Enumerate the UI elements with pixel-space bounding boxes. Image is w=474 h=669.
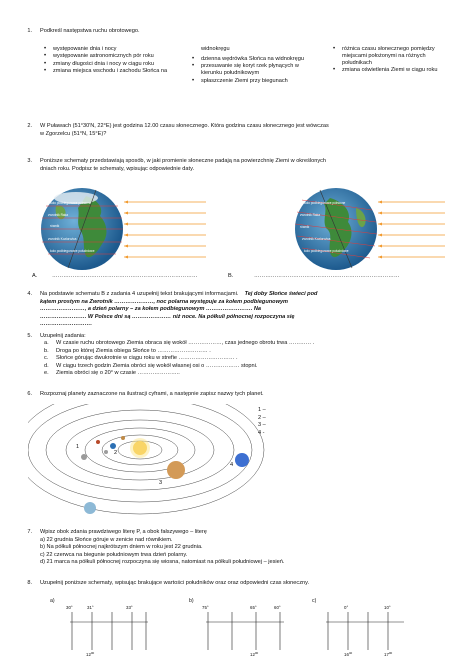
- q1-option[interactable]: • różnica czasu słonecznego pomiędzy miejscami położonymi na różnych południkach: [333, 46, 448, 67]
- schema-a-time: [86, 651, 95, 657]
- solar-system-diagram: [28, 404, 278, 522]
- q1-option[interactable]: • zmiany długości dnia i nocy w ciągu roku: [44, 61, 169, 68]
- schema-a-lines: [70, 612, 148, 650]
- planet: [121, 436, 125, 440]
- schema-a-meridian: 33°: [126, 605, 133, 610]
- q5-item-text[interactable]: W ciągu trzech godzin Ziemia obróci się wokół własnej osi o ……………… stopni.: [56, 362, 258, 369]
- schema-c-time-minutes: 40: [348, 651, 353, 655]
- schema-c-time-hours: 16: [344, 652, 349, 657]
- q5-item: [44, 340, 444, 348]
- schema-b-time-hours: 12: [250, 652, 255, 657]
- q1-column-3: [333, 46, 448, 75]
- q1-column-2: [192, 56, 312, 85]
- q8-number: 8.: [27, 580, 32, 586]
- q4-line: kątem prostym na Zwrotnik …………………, noc polarna występuje za kołem podbiegunowym: [40, 298, 289, 305]
- q1-continuation: widnokręgu: [201, 46, 230, 52]
- ray-arrowheads: [378, 201, 382, 259]
- globe-a-label: równik: [50, 224, 60, 228]
- q6-answers: [258, 407, 266, 437]
- globe-b-label: zwrotnik Koziorożca: [302, 237, 331, 241]
- schema-a-time-hours: 12: [86, 652, 91, 657]
- schema-b-meridian: 65°: [250, 605, 257, 610]
- q7-line: Wpisz obok zdania prawdziwego literę P, a obok fałszywego – literę: [40, 529, 207, 535]
- orbits: [28, 404, 264, 514]
- q1-option[interactable]: • występowanie astronomicznych pór roku: [44, 53, 169, 60]
- schema-b-time: [250, 651, 259, 657]
- q7-statement[interactable]: c) 22 czerwca na biegunie południowym trwa dzień polarny.: [40, 551, 188, 558]
- schema-a-label: a): [50, 598, 55, 604]
- schema-a-meridian: 31°: [87, 605, 94, 610]
- q5-item-text[interactable]: Droga po której Ziemia obiega Słońce to ……………………… .: [56, 347, 211, 354]
- q3-line: dniach roku. Podpisz te schematy, wpisując odpowiednie daty.: [40, 165, 195, 172]
- q5-item-text[interactable]: Ziemia obróci się o 20° w czasie …………………..: [56, 370, 180, 377]
- q4-emphasis: Tej doby Słońce świeci pod: [244, 291, 318, 297]
- q4-intro: Na podstawie schematu B z zadania 4 uzupełnij tekst brakującymi informacjami.: [40, 291, 239, 297]
- q5-item-letter: d.: [44, 362, 49, 369]
- schema-b-label: b): [189, 598, 194, 604]
- q5-item: [44, 355, 444, 363]
- globe-a-label: koło podbiegunowe północne: [50, 201, 92, 205]
- q5-item: [44, 363, 444, 371]
- q7-text: [40, 529, 460, 567]
- q6-answer[interactable]: 2 –: [258, 414, 266, 421]
- globe-diagram-b: [240, 186, 450, 272]
- q6-answer[interactable]: 3 –: [258, 422, 266, 429]
- schema-c-meridian: 10°: [384, 605, 391, 610]
- schema-b-meridian: 75°: [202, 605, 209, 610]
- q1-option[interactable]: • zmiana oświetlenia Ziemi w ciągu roku: [333, 67, 448, 74]
- q2-line: w Zgorzelcu (51°N, 15°E)?: [40, 130, 107, 137]
- q2-number: 2.: [27, 123, 32, 129]
- q5-item-letter: a.: [44, 340, 49, 346]
- q1-option[interactable]: • przesuwanie się koryt rzek płynących w kierunku południkowym: [192, 63, 312, 77]
- schema-c-time-hours: 17: [384, 652, 389, 657]
- q1-prompt: Podkreśl następstwa ruchu obrotowego.: [40, 28, 140, 34]
- q5-item-letter: e.: [44, 370, 49, 377]
- planet: [96, 440, 100, 444]
- schema-c-time: [384, 651, 393, 657]
- schema-c-meridian: 0°: [344, 605, 349, 610]
- planet-marker: 1: [76, 444, 80, 450]
- planet-uranus: [84, 502, 96, 514]
- globe-b-label: koło podbiegunowe północne: [304, 201, 346, 205]
- q5-item: [44, 348, 444, 356]
- globe-a-label: koło podbiegunowe południowe: [50, 249, 95, 253]
- label-a: A.: [32, 273, 38, 279]
- q8-prompt: Uzupełnij poniższe schematy, wpisując brakujące wartości południków oraz oraz odpowiedni czas słoneczny.: [40, 580, 310, 586]
- q5-item-letter: b.: [44, 347, 49, 354]
- meridian-schemas: [44, 592, 464, 664]
- q7-statement[interactable]: d) 21 marca na półkuli północnej rozpoczyna się wiosna, natomiast na półkuli południowej – jesień.: [40, 559, 285, 566]
- q1-option[interactable]: • zmiana miejsca wschodu i zachodu Słońca na: [44, 68, 169, 75]
- planet: [104, 450, 108, 454]
- q4-line: ……………………, a dzień polarny – za kołem podbiegunowym ……………………. Na: [40, 306, 261, 313]
- schema-c-lines: [326, 612, 404, 650]
- globe-b-label: koło podbiegunowe południowe: [304, 249, 349, 253]
- q2-text: [40, 123, 460, 138]
- sun-glow: [130, 438, 150, 458]
- q5-item: [44, 370, 444, 378]
- globe-b-label: zwrotnik Raka: [300, 213, 321, 217]
- q1-number: 1.: [27, 28, 32, 34]
- q4-number: 4.: [27, 291, 32, 297]
- q6-answer[interactable]: 1 –: [258, 407, 266, 413]
- schema-b-lines: [206, 612, 284, 650]
- q1-option[interactable]: • dzienna wędrówka Słońca na widnokręgu: [192, 56, 312, 63]
- planet-marker: 4: [230, 462, 234, 468]
- q2-line: W Puławach (51°30'N, 22°E) jest godzina 12.00 czasu słonecznego. Która godzina czasu słonecznego jest wówczas: [40, 123, 329, 129]
- q4-line: ……………………. W Polsce dni są ………………… niż noce. Na półkuli północnej rozpoczyna się: [40, 313, 295, 320]
- q1-option[interactable]: • spłaszczenie Ziemi przy biegunach: [192, 78, 312, 85]
- planet-marker: 2: [114, 450, 118, 456]
- q4-line: ……………………….: [40, 321, 92, 328]
- globe-b-label: równik: [300, 225, 310, 229]
- schema-a-time-minutes: 00: [90, 651, 95, 655]
- schema-a-meridian: 30°: [66, 605, 73, 610]
- label-b: B.: [228, 273, 234, 279]
- q5-number: 5.: [27, 333, 32, 339]
- planet: [81, 454, 87, 460]
- q6-answer[interactable]: 4 -: [258, 429, 265, 436]
- q5-title: Uzupełnij zadania:: [40, 333, 86, 339]
- q5-item-text[interactable]: Słońce górując dwukrotnie w ciągu roku w strefie ………………………… .: [56, 355, 238, 362]
- q4-text: [40, 291, 462, 329]
- planet-neptune: [235, 453, 249, 467]
- globe-diagram-a: [36, 186, 236, 272]
- sun-rays: [124, 202, 206, 257]
- q5-item-letter: c.: [44, 355, 49, 362]
- schema-c-time-minutes: 00: [388, 651, 393, 655]
- globe-a-label: zwrotnik Raka: [48, 213, 69, 217]
- q1-option[interactable]: • występowanie dnia i nocy: [44, 46, 169, 53]
- schema-c-label: c): [312, 598, 317, 604]
- answer-line-a[interactable]: ……………………………………………………………………: [52, 273, 198, 279]
- q5-item-text[interactable]: W czasie ruchu obrotowego Ziemia obraca się wokół ………………, czas jednego obrotu trwa ………… .: [56, 340, 315, 346]
- q7-statement[interactable]: b) Na półkuli północnej najkrótszym dniem w roku jest 22 grudnia.: [40, 544, 203, 551]
- q3-text: [40, 158, 460, 173]
- q7-number: 7.: [27, 529, 32, 535]
- answer-line-b[interactable]: ……………………………………………………………………: [254, 273, 400, 279]
- q4-line: [40, 291, 462, 299]
- q6-number: 6.: [27, 391, 32, 397]
- planet-earth: [110, 443, 116, 449]
- q1-column-1: [44, 46, 169, 76]
- q3-line: Poniższe schematy przedstawiają sposób, w jaki promienie słoneczne padają na powierzchnię Ziemi w określonych: [40, 158, 327, 164]
- q3-number: 3.: [27, 158, 32, 164]
- sun-rays: [378, 202, 445, 257]
- planet-jupiter: [167, 461, 185, 479]
- q7-statement[interactable]: a) 22 grudnia Słońce góruje w zenicie nad równikiem.: [40, 536, 173, 543]
- schema-b-time-minutes: 00: [254, 651, 259, 655]
- q6-prompt: Rozpoznaj planety zaznaczone na ilustracji cyframi, a następnie zapisz nazwy tych planet.: [40, 391, 264, 397]
- ray-arrowheads: [124, 201, 128, 259]
- schema-b-meridian: 60°: [274, 605, 281, 610]
- schema-c-time: [344, 651, 353, 657]
- planet-marker: 3: [159, 480, 163, 486]
- q5-list: [44, 340, 444, 378]
- globe-a-label: zwrotnik Koziorożca: [48, 237, 77, 241]
